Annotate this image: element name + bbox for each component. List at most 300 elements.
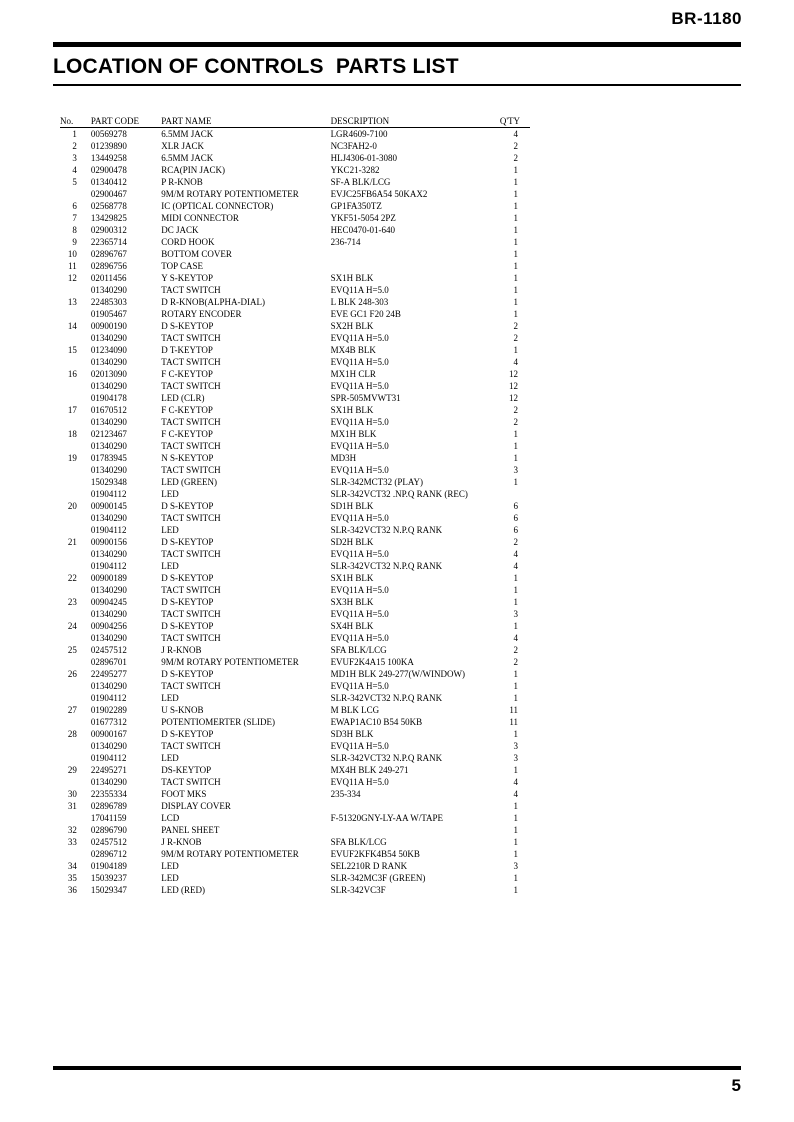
row-no: 26 bbox=[67, 669, 77, 679]
row-no: 23 bbox=[67, 597, 77, 607]
row-no: 25 bbox=[67, 645, 77, 655]
row-qty: 1 bbox=[513, 261, 518, 271]
row-qty: 1 bbox=[513, 765, 518, 775]
row-qty: 4 bbox=[513, 129, 518, 139]
row-qty: 1 bbox=[513, 693, 518, 703]
row-no: 34 bbox=[67, 861, 77, 871]
row-description: GP1FA350TZ bbox=[330, 201, 382, 211]
parts-table-body bbox=[60, 128, 530, 897]
row-qty: 11 bbox=[509, 705, 518, 715]
row-qty: 1 bbox=[513, 681, 518, 691]
row-description: SF-A BLK/LCG bbox=[330, 177, 391, 187]
table-row bbox=[60, 716, 530, 728]
row-description: SPR-505MVWT31 bbox=[330, 393, 401, 403]
row-part-name: D S-KEYTOP bbox=[161, 597, 214, 607]
table-row bbox=[60, 536, 530, 548]
table-row bbox=[60, 164, 530, 176]
row-description: 235-334 bbox=[330, 789, 361, 799]
row-description: 236-714 bbox=[330, 237, 361, 247]
row-qty: 1 bbox=[513, 729, 518, 739]
table-row bbox=[60, 728, 530, 740]
row-part-code: 01340290 bbox=[90, 741, 127, 751]
table-row bbox=[60, 800, 530, 812]
row-qty: 1 bbox=[513, 849, 518, 859]
row-part-name: TACT SWITCH bbox=[161, 357, 221, 367]
row-no: 14 bbox=[67, 321, 77, 331]
row-qty: 1 bbox=[513, 225, 518, 235]
row-qty: 1 bbox=[513, 837, 518, 847]
row-description: EVUF2KFK4B54 50KB bbox=[330, 849, 420, 859]
row-part-name: TACT SWITCH bbox=[161, 465, 221, 475]
row-part-code: 15029348 bbox=[90, 477, 127, 487]
row-no: 6 bbox=[72, 201, 77, 211]
row-qty: 1 bbox=[513, 237, 518, 247]
row-part-code: 02900478 bbox=[90, 165, 127, 175]
row-part-code: 15039237 bbox=[90, 873, 127, 883]
row-part-name: TACT SWITCH bbox=[161, 333, 221, 343]
row-part-code: 01904112 bbox=[90, 489, 127, 499]
row-no bbox=[60, 740, 91, 752]
row-part-name: TACT SWITCH bbox=[161, 777, 221, 787]
row-part-name: BOTTOM COVER bbox=[161, 249, 232, 259]
table-row bbox=[60, 884, 530, 896]
table-row bbox=[60, 848, 530, 860]
row-no: 2 bbox=[72, 141, 77, 151]
row-qty: 1 bbox=[513, 345, 518, 355]
row-part-name: N S-KEYTOP bbox=[161, 453, 214, 463]
row-qty: 3 bbox=[513, 741, 518, 751]
row-part-name: TACT SWITCH bbox=[161, 633, 221, 643]
row-part-code: 02900467 bbox=[90, 189, 127, 199]
row-part-name: 9M/M ROTARY POTENTIOMETER bbox=[161, 849, 299, 859]
row-part-name: IC (OPTICAL CONNECTOR) bbox=[161, 201, 274, 211]
table-row bbox=[60, 128, 530, 141]
row-part-code: 01340290 bbox=[90, 777, 127, 787]
row-part-code: 02013090 bbox=[90, 369, 127, 379]
row-no bbox=[60, 440, 91, 452]
row-part-code: 13449258 bbox=[90, 153, 127, 163]
row-no: 5 bbox=[72, 177, 77, 187]
row-qty: 1 bbox=[513, 165, 518, 175]
table-row bbox=[60, 236, 530, 248]
row-part-name: D S-KEYTOP bbox=[161, 573, 214, 583]
table-row bbox=[60, 788, 530, 800]
table-row bbox=[60, 284, 530, 296]
row-qty: 4 bbox=[513, 633, 518, 643]
page-number: 5 bbox=[731, 1076, 741, 1095]
row-description: EVUF2K4A15 100KA bbox=[330, 657, 414, 667]
row-no: 8 bbox=[72, 225, 77, 235]
row-description: HEC0470-01-640 bbox=[330, 225, 396, 235]
row-description: SLR-342VCT32 .NP.Q RANK (REC) bbox=[330, 489, 468, 499]
row-no bbox=[60, 356, 91, 368]
row-description: SX4H BLK bbox=[330, 621, 374, 631]
model-number: BR-1180 bbox=[671, 9, 742, 28]
row-no bbox=[60, 608, 91, 620]
table-row bbox=[60, 404, 530, 416]
row-part-name: F C-KEYTOP bbox=[161, 405, 213, 415]
row-description: SLR-342VC3F bbox=[330, 885, 386, 895]
row-description: EVQ11A H=5.0 bbox=[330, 417, 389, 427]
row-description: SLR-342VCT32 N.P.Q RANK bbox=[330, 561, 443, 571]
table-row bbox=[60, 248, 530, 260]
row-description: SX2H BLK bbox=[330, 321, 374, 331]
row-description: EVQ11A H=5.0 bbox=[330, 585, 389, 595]
row-part-code: 01783945 bbox=[90, 453, 127, 463]
row-description: EVQ11A H=5.0 bbox=[330, 609, 389, 619]
table-row bbox=[60, 512, 530, 524]
table-row bbox=[60, 764, 530, 776]
row-no bbox=[60, 284, 91, 296]
row-description: YKF51-5054 2PZ bbox=[330, 213, 396, 223]
row-part-name: DC JACK bbox=[161, 225, 199, 235]
row-part-name: LED (RED) bbox=[161, 885, 206, 895]
row-qty: 1 bbox=[513, 669, 518, 679]
table-row bbox=[60, 176, 530, 188]
row-qty: 1 bbox=[513, 201, 518, 211]
row-part-name: Y S-KEYTOP bbox=[161, 273, 214, 283]
row-qty: 1 bbox=[513, 585, 518, 595]
row-part-name: 6.5MM JACK bbox=[161, 129, 214, 139]
col-header-part-code: PART CODE bbox=[91, 115, 161, 128]
row-qty: 1 bbox=[513, 297, 518, 307]
row-description: SX1H BLK bbox=[330, 273, 374, 283]
table-row bbox=[60, 200, 530, 212]
row-qty: 1 bbox=[513, 573, 518, 583]
row-description: HLJ4306-01-3080 bbox=[330, 153, 398, 163]
row-no bbox=[60, 476, 91, 488]
row-qty: 4 bbox=[513, 357, 518, 367]
row-no: 16 bbox=[67, 369, 77, 379]
table-row bbox=[60, 704, 530, 716]
table-row bbox=[60, 356, 530, 368]
row-description: EVQ11A H=5.0 bbox=[330, 549, 389, 559]
table-row bbox=[60, 476, 530, 488]
row-part-name: D S-KEYTOP bbox=[161, 729, 214, 739]
row-description: MD3H bbox=[330, 453, 357, 463]
table-row bbox=[60, 824, 530, 836]
row-part-code: 02900312 bbox=[90, 225, 127, 235]
row-no: 29 bbox=[67, 765, 77, 775]
row-part-code: 01340290 bbox=[90, 681, 127, 691]
row-no: 20 bbox=[67, 501, 77, 511]
row-qty: 3 bbox=[513, 753, 518, 763]
row-part-code: 13429825 bbox=[90, 213, 127, 223]
row-qty: 1 bbox=[513, 453, 518, 463]
row-description: SD3H BLK bbox=[330, 729, 374, 739]
row-part-code: 01904112 bbox=[90, 753, 127, 763]
row-part-name: 9M/M ROTARY POTENTIOMETER bbox=[161, 657, 299, 667]
row-part-name: LCD bbox=[161, 813, 180, 823]
row-no: 10 bbox=[67, 249, 77, 259]
row-part-name: CORD HOOK bbox=[161, 237, 215, 247]
row-description: SLR-342VCT32 N.P.Q RANK bbox=[330, 753, 443, 763]
col-header-no: No. bbox=[60, 115, 91, 128]
row-part-name: F C-KEYTOP bbox=[161, 429, 213, 439]
row-qty: 3 bbox=[513, 465, 518, 475]
row-description: EVQ11A H=5.0 bbox=[330, 777, 389, 787]
row-qty: 1 bbox=[513, 213, 518, 223]
row-part-name: F C-KEYTOP bbox=[161, 369, 213, 379]
row-part-name: TACT SWITCH bbox=[161, 417, 221, 427]
row-qty: 4 bbox=[513, 561, 518, 571]
table-row bbox=[60, 620, 530, 632]
row-part-code: 02896767 bbox=[90, 249, 127, 259]
row-description: SLR-342MCT32 (PLAY) bbox=[330, 477, 423, 487]
row-qty: 6 bbox=[513, 513, 518, 523]
table-row bbox=[60, 752, 530, 764]
row-no: 12 bbox=[67, 273, 77, 283]
row-part-name: XLR JACK bbox=[161, 141, 205, 151]
row-part-name: RCA(PIN JACK) bbox=[161, 165, 226, 175]
row-part-name: TOP CASE bbox=[161, 261, 204, 271]
row-description: SD1H BLK bbox=[330, 501, 374, 511]
row-part-code: 01904112 bbox=[90, 561, 127, 571]
row-part-code: 01677312 bbox=[90, 717, 127, 727]
row-part-name: D T-KEYTOP bbox=[161, 345, 213, 355]
row-description bbox=[331, 260, 500, 272]
table-row bbox=[60, 152, 530, 164]
row-description: SX1H BLK bbox=[330, 573, 374, 583]
row-no bbox=[60, 656, 91, 668]
row-description: EVQ11A H=5.0 bbox=[330, 465, 389, 475]
row-description: MX1H BLK bbox=[330, 429, 377, 439]
table-row bbox=[60, 224, 530, 236]
row-description bbox=[331, 248, 500, 260]
table-row bbox=[60, 500, 530, 512]
row-description: YKC21-3282 bbox=[330, 165, 380, 175]
table-row bbox=[60, 440, 530, 452]
row-no bbox=[60, 632, 91, 644]
row-no bbox=[60, 464, 91, 476]
row-description bbox=[331, 824, 500, 836]
row-description: SX3H BLK bbox=[330, 597, 374, 607]
table-row bbox=[60, 368, 530, 380]
row-part-code: 01904178 bbox=[90, 393, 127, 403]
row-part-name: ROTARY ENCODER bbox=[161, 309, 242, 319]
row-description: EVQ11A H=5.0 bbox=[330, 681, 389, 691]
row-qty: 6 bbox=[513, 501, 518, 511]
row-qty: 1 bbox=[513, 801, 518, 811]
row-part-name: LED bbox=[161, 489, 179, 499]
table-row bbox=[60, 656, 530, 668]
row-part-name: PANEL SHEET bbox=[161, 825, 220, 835]
row-part-code: 02457512 bbox=[90, 645, 127, 655]
row-part-name: D S-KEYTOP bbox=[161, 621, 214, 631]
row-description: SLR-342VCT32 N.P.Q RANK bbox=[330, 693, 443, 703]
row-part-code: 00900190 bbox=[90, 321, 127, 331]
row-description: SD2H BLK bbox=[330, 537, 374, 547]
row-part-name: D S-KEYTOP bbox=[161, 321, 214, 331]
row-part-code: 01340290 bbox=[90, 357, 127, 367]
table-row bbox=[60, 584, 530, 596]
row-part-name: D S-KEYTOP bbox=[161, 537, 214, 547]
row-part-code: 02896712 bbox=[90, 849, 127, 859]
row-part-code: 02123467 bbox=[90, 429, 127, 439]
row-qty: 4 bbox=[513, 549, 518, 559]
table-header-row bbox=[60, 115, 530, 128]
row-description: L BLK 248-303 bbox=[330, 297, 389, 307]
row-qty: 6 bbox=[513, 525, 518, 535]
row-part-name: TACT SWITCH bbox=[161, 741, 221, 751]
row-part-code: 22365714 bbox=[90, 237, 127, 247]
row-part-code: 00569278 bbox=[90, 129, 127, 139]
row-part-name: 9M/M ROTARY POTENTIOMETER bbox=[161, 189, 299, 199]
row-part-code: 00900156 bbox=[90, 537, 127, 547]
table-row bbox=[60, 296, 530, 308]
row-description: SX1H BLK bbox=[330, 405, 374, 415]
row-qty: 2 bbox=[513, 141, 518, 151]
row-qty: 1 bbox=[513, 189, 518, 199]
row-part-name: LED (GREEN) bbox=[161, 477, 218, 487]
row-part-code: 22495277 bbox=[90, 669, 127, 679]
row-no bbox=[60, 560, 91, 572]
table-row bbox=[60, 872, 530, 884]
row-part-code: 01234090 bbox=[90, 345, 127, 355]
table-row bbox=[60, 212, 530, 224]
row-part-name: TACT SWITCH bbox=[161, 585, 221, 595]
row-qty: 1 bbox=[513, 285, 518, 295]
row-no bbox=[60, 308, 91, 320]
table-row bbox=[60, 632, 530, 644]
row-part-code: 01340290 bbox=[90, 549, 127, 559]
table-row bbox=[60, 860, 530, 872]
table-row bbox=[60, 524, 530, 536]
table-row bbox=[60, 488, 530, 500]
row-qty: 3 bbox=[513, 861, 518, 871]
row-part-code: 01340290 bbox=[90, 285, 127, 295]
row-description: MD1H BLK 249-277(W/WINDOW) bbox=[330, 669, 466, 679]
row-part-name: TACT SWITCH bbox=[161, 285, 221, 295]
row-no bbox=[60, 416, 91, 428]
row-no bbox=[60, 512, 91, 524]
row-no: 33 bbox=[67, 837, 77, 847]
row-qty: 11 bbox=[509, 717, 518, 727]
table-row bbox=[60, 308, 530, 320]
table-row bbox=[60, 836, 530, 848]
row-no: 27 bbox=[67, 705, 77, 715]
table-row bbox=[60, 344, 530, 356]
row-qty: 2 bbox=[513, 333, 518, 343]
col-header-part-name: PART NAME bbox=[161, 115, 330, 128]
row-description: M BLK LCG bbox=[330, 705, 380, 715]
table-row bbox=[60, 392, 530, 404]
row-part-code: 22355334 bbox=[90, 789, 127, 799]
row-description: EVQ11A H=5.0 bbox=[330, 285, 389, 295]
row-qty: 2 bbox=[513, 405, 518, 415]
row-part-name: TACT SWITCH bbox=[161, 681, 221, 691]
row-part-code: 01340290 bbox=[90, 381, 127, 391]
row-part-code: 01340290 bbox=[90, 417, 127, 427]
table-row bbox=[60, 548, 530, 560]
row-part-code: 02896756 bbox=[90, 261, 127, 271]
row-no bbox=[60, 752, 91, 764]
row-part-code: 00900189 bbox=[90, 573, 127, 583]
table-row bbox=[60, 812, 530, 824]
row-description: EVQ11A H=5.0 bbox=[330, 633, 389, 643]
page-title: LOCATION OF CONTROLS PARTS LIST bbox=[53, 55, 459, 78]
row-no: 9 bbox=[72, 237, 77, 247]
table-row bbox=[60, 740, 530, 752]
row-no bbox=[60, 380, 91, 392]
table-row bbox=[60, 776, 530, 788]
title-underline bbox=[53, 84, 741, 86]
row-no bbox=[60, 812, 91, 824]
row-part-code: 01340290 bbox=[90, 513, 127, 523]
row-qty: 3 bbox=[513, 609, 518, 619]
row-part-name: LED (CLR) bbox=[161, 393, 205, 403]
row-part-code: 00904256 bbox=[90, 621, 127, 631]
row-part-name: D S-KEYTOP bbox=[161, 669, 214, 679]
row-part-code: 01904189 bbox=[90, 861, 127, 871]
row-qty: 12 bbox=[509, 393, 518, 403]
header-rule bbox=[53, 42, 741, 47]
row-part-name: FOOT MKS bbox=[161, 789, 207, 799]
footer-rule bbox=[53, 1066, 741, 1070]
table-row bbox=[60, 560, 530, 572]
row-no bbox=[60, 548, 91, 560]
row-part-code: 02011456 bbox=[90, 273, 127, 283]
row-qty: 2 bbox=[513, 537, 518, 547]
row-description: SLR-342VCT32 N.P.Q RANK bbox=[330, 525, 443, 535]
row-part-code: 01340290 bbox=[90, 441, 127, 451]
row-part-code: 00900167 bbox=[90, 729, 127, 739]
table-row bbox=[60, 428, 530, 440]
row-no: 15 bbox=[67, 345, 77, 355]
row-part-name: TACT SWITCH bbox=[161, 441, 221, 451]
row-description: EVQ11A H=5.0 bbox=[330, 741, 389, 751]
table-row bbox=[60, 464, 530, 476]
row-part-code: 02568778 bbox=[90, 201, 127, 211]
row-part-code: 01340290 bbox=[90, 585, 127, 595]
row-description: NC3FAH2-0 bbox=[330, 141, 377, 151]
row-description: EVQ11A H=5.0 bbox=[330, 513, 389, 523]
row-description: EVQ11A H=5.0 bbox=[330, 441, 389, 451]
row-part-name: DS-KEYTOP bbox=[161, 765, 212, 775]
table-row bbox=[60, 596, 530, 608]
row-qty: 1 bbox=[513, 249, 518, 259]
row-no bbox=[60, 716, 91, 728]
row-part-code: 15029347 bbox=[90, 885, 127, 895]
table-row bbox=[60, 272, 530, 284]
row-no bbox=[60, 524, 91, 536]
row-qty: 2 bbox=[513, 657, 518, 667]
row-no bbox=[60, 776, 91, 788]
row-qty: 2 bbox=[513, 645, 518, 655]
table-row bbox=[60, 608, 530, 620]
row-part-name: LED bbox=[161, 561, 179, 571]
table-row bbox=[60, 188, 530, 200]
row-part-name: TACT SWITCH bbox=[161, 381, 221, 391]
row-qty: 12 bbox=[509, 369, 518, 379]
row-part-name: LED bbox=[161, 861, 179, 871]
row-no: 11 bbox=[68, 261, 77, 271]
row-part-code: 17041159 bbox=[90, 813, 127, 823]
row-no: 4 bbox=[72, 165, 77, 175]
row-description: SFA BLK/LCG bbox=[330, 837, 387, 847]
row-part-code: 00900145 bbox=[90, 501, 127, 511]
row-part-name: LED bbox=[161, 753, 179, 763]
row-part-code: 01340290 bbox=[90, 609, 127, 619]
row-qty: 1 bbox=[513, 441, 518, 451]
row-qty: 1 bbox=[513, 873, 518, 883]
row-no: 19 bbox=[67, 453, 77, 463]
row-part-name: TACT SWITCH bbox=[161, 549, 221, 559]
row-no bbox=[60, 188, 91, 200]
row-part-code: 22485303 bbox=[90, 297, 127, 307]
row-no bbox=[60, 488, 91, 500]
row-part-code: 02896701 bbox=[90, 657, 127, 667]
